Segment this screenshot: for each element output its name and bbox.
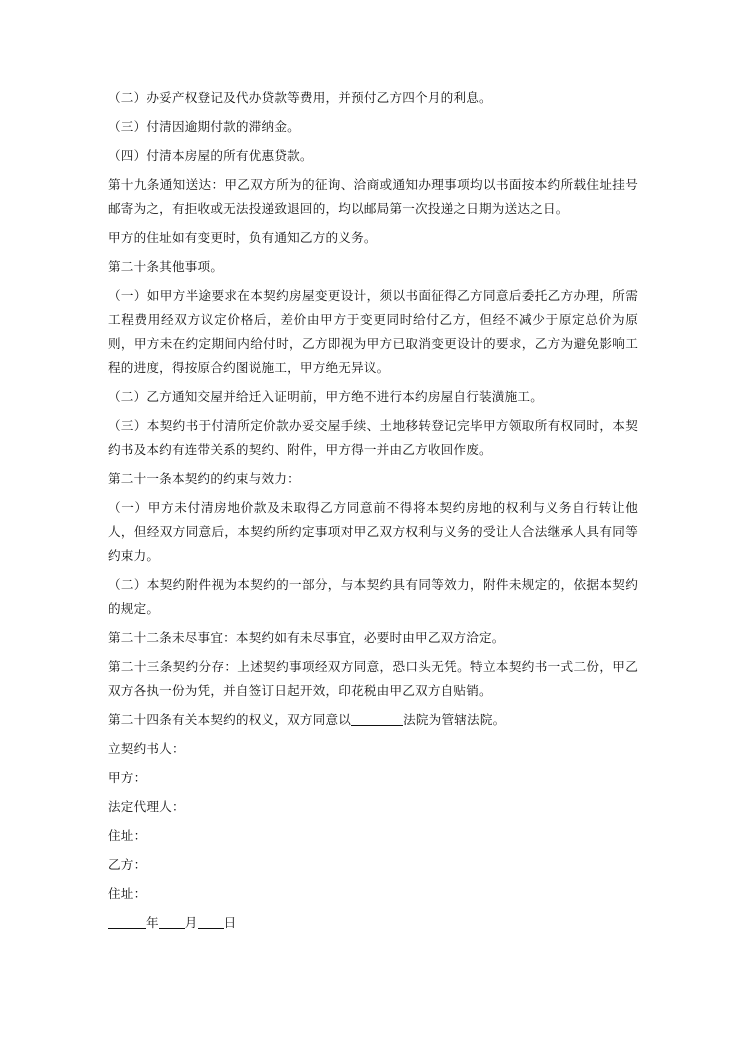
clause-23: 第二十三条契约分存：上述契约事项经双方同意，恐口头无凭。特立本契约书一式二份，甲乙双方各执一份为凭，并自签订日起开效，印花税由甲乙双方自贴销。	[108, 659, 638, 698]
clause-22: 第二十二条未尽事宜：本契约如有未尽事宜，必要时由甲乙双方洽定。	[108, 630, 505, 645]
day-blank	[198, 913, 224, 929]
year-blank	[108, 913, 146, 929]
clause-19-notice: 第十九条通知送达：甲乙双方所为的征询、洽商或通知办理事项均以书面按本约所载住址挂号邮寄为之，有拒收或无法投递致退回的，均以邮局第一次投递之日期为送达之日。	[108, 177, 638, 216]
clause-20-item-3: （三）本契约书于付清所定价款办妥交屋手续、土地移转登记完毕甲方领取所有权同时，本契约书及本约有连带关系的契约、附件，甲方得一并由乙方收回作废。	[108, 418, 638, 457]
clause-19-address-change: 甲方的住址如有变更时，负有通知乙方的义务。	[108, 230, 377, 245]
signers-label: 立契约书人：	[108, 741, 185, 756]
clause-24	[108, 708, 638, 732]
day-label: 日	[223, 915, 237, 930]
clause-item-2: （二）办妥产权登记及代办贷款等费用，并预付乙方四个月的利息。	[108, 90, 492, 105]
address-a-label: 住址：	[108, 828, 147, 843]
clause-item-3: （三）付清因逾期付款的滞纳金。	[108, 119, 300, 134]
clause-item-4: （四）付清本房屋的所有优惠贷款。	[108, 148, 313, 163]
clause-21-item-1: （一）甲方未付清房地价款及未取得乙方同意前不得将本契约房地的权利与义务自行转让他人，但经双方同意后，本契约所约定事项对甲乙双方权利与义务的受让人合法继承人具有同等约束力。	[108, 500, 638, 563]
clause-24-suffix: 法院为管辖法院。	[403, 712, 506, 727]
court-blank	[351, 710, 403, 726]
clause-21-item-2: （二）本契约附件视为本契约的一部分，与本契约具有同等效力，附件未规定的，依据本契约的规定。	[108, 577, 638, 616]
address-b-label: 住址：	[108, 886, 147, 901]
clause-20-item-2: （二）乙方通知交屋并给迁入证明前，甲方绝不进行本约房屋自行装潢施工。	[108, 389, 543, 404]
month-label: 月	[184, 915, 198, 930]
month-blank	[159, 913, 185, 929]
year-label: 年	[146, 915, 159, 930]
clause-20-heading: 第二十条其他事项。	[108, 259, 224, 274]
contract-page	[108, 86, 638, 940]
party-a-label: 甲方：	[108, 770, 147, 785]
date-line	[108, 911, 638, 935]
party-b-label: 乙方：	[108, 857, 147, 872]
clause-21-heading: 第二十一条本契约的约束与效力：	[108, 471, 300, 486]
clause-20-item-1: （一）如甲方半途要求在本契约房屋变更设计，须以书面征得乙方同意后委托乙方办理，所需工程费用经双方议定价格后，差价由甲方于变更同时给付乙方，但经不减少于原定总价为原则，甲方未在约定期间内给付时，乙方即视为甲方已取消变更设计的要求，乙方为避免影响工程的进度，得按原合约图说施工，甲方绝无异议。	[108, 288, 638, 375]
legal-rep-label: 法定代理人：	[108, 799, 185, 814]
clause-24-prefix: 第二十四条有关本契约的权义，双方同意以	[108, 712, 352, 727]
